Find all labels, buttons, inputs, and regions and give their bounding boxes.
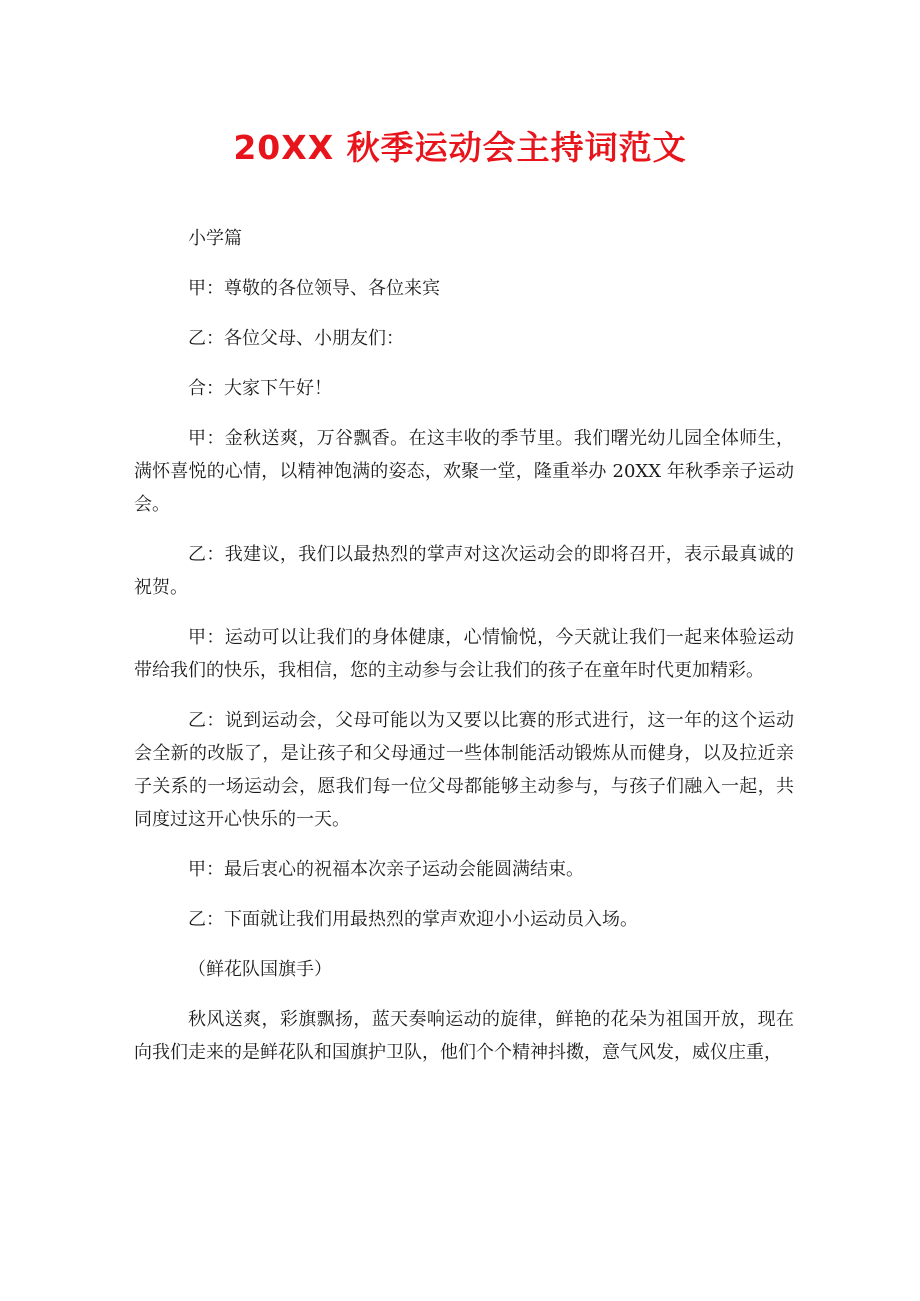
paragraph: 秋风送爽，彩旗飘扬，蓝天奏响运动的旋律，鲜艳的花朵为祖国开放，现在向我们走来的是鲜花队和国旗护卫队，他们个个精神抖擞，意气风发，威仪庄重，	[134, 1009, 794, 1063]
document-title: 20XX 秋季运动会主持词范文	[233, 128, 687, 167]
paragraph: 甲：金秋送爽，万谷飘香。在这丰收的季节里。我们曙光幼儿园全体师生，满怀喜悦的心情，以精神饱满的姿态，欢聚一堂，隆重举办 20XX 年秋季亲子运动会。	[134, 428, 794, 515]
paragraph: 甲：尊敬的各位领导、各位来宾	[188, 278, 440, 299]
section-heading: 小学篇	[188, 228, 242, 249]
paragraph: 乙：说到运动会，父母可能以为又要以比赛的形式进行，这一年的这个运动会全新的改版了，是让孩子和父母通过一些体制能活动锻炼从而健身，以及拉近亲子关系的一场运动会，愿我们每一位父母都能够主动参与，与孩子们融入一起，共同度过这开心快乐的一天。	[134, 710, 794, 830]
paragraph: 乙：下面就让我们用最热烈的掌声欢迎小小运动员入场。	[188, 909, 638, 930]
paragraph: 乙：我建议，我们以最热烈的掌声对这次运动会的即将召开，表示最真诚的祝贺。	[134, 544, 794, 598]
paragraph: 甲：最后衷心的祝福本次亲子运动会能圆满结束。	[188, 859, 584, 880]
paragraph: 甲：运动可以让我们的身体健康，心情愉悦，今天就让我们一起来体验运动带给我们的快乐，我相信，您的主动参与会让我们的孩子在童年时代更加精彩。	[134, 627, 794, 681]
paragraph: 乙：各位父母、小朋友们：	[188, 328, 404, 349]
paragraph: （鲜花队国旗手）	[188, 959, 332, 980]
paragraph: 合：大家下午好！	[188, 378, 332, 399]
document-body	[134, 222, 794, 1086]
